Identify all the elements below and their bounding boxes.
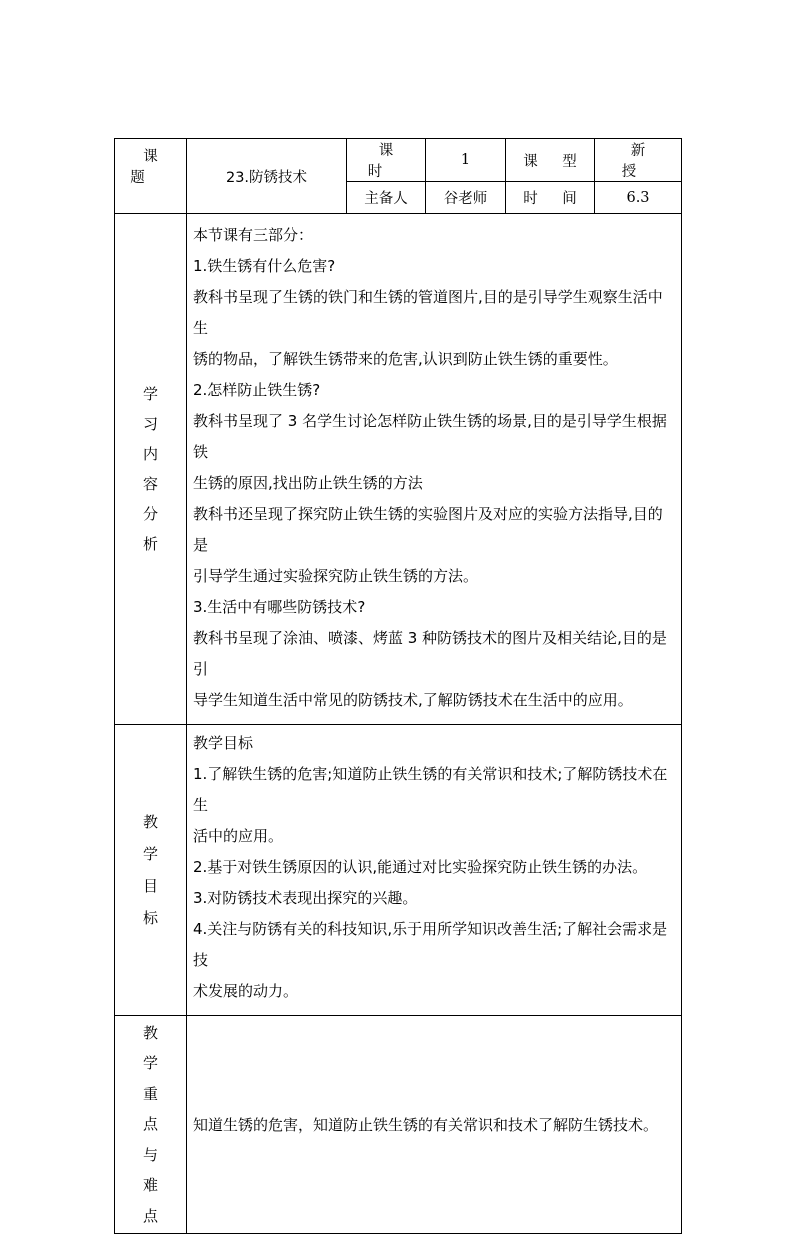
analysis-paragraph: 3.生活中有哪些防锈技术? bbox=[193, 598, 366, 616]
objectives-label-char: 标 bbox=[142, 909, 158, 927]
objectives-content bbox=[187, 725, 682, 1016]
focus-row bbox=[115, 1016, 682, 1234]
objectives-row bbox=[115, 725, 682, 1016]
analysis-paragraph: 本节课有三部分： bbox=[193, 226, 314, 244]
analysis-label-char: 容 bbox=[142, 475, 158, 493]
lesson-plan-table bbox=[114, 138, 682, 1234]
focus-label-char: 难 bbox=[142, 1176, 158, 1195]
focus-label-char: 点 bbox=[142, 1115, 158, 1134]
analysis-paragraph: 2.怎样防止铁生锈? bbox=[193, 381, 321, 399]
focus-content bbox=[187, 1016, 682, 1234]
preparer-label: 主备人 bbox=[364, 191, 408, 207]
analysis-paragraph: 导学生知道生活中常见的防锈技术,了解防锈技术在生活中的应用。 bbox=[193, 691, 633, 709]
analysis-label bbox=[115, 214, 187, 725]
preparer-label-cell bbox=[347, 182, 426, 214]
preparer-value-cell bbox=[426, 182, 506, 214]
type-label: 课 型 bbox=[523, 153, 587, 170]
objectives-paragraph: 1.了解铁生锈的危害;知道防止铁生锈的有关常识和技术;了解防锈技术在生 bbox=[193, 765, 668, 814]
analysis-label-char: 内 bbox=[142, 445, 158, 463]
objectives-label bbox=[115, 725, 187, 1016]
analysis-paragraph: 1.铁生锈有什么危害? bbox=[193, 257, 336, 275]
objectives-paragraph: 2.基于对铁生锈原因的认识,能通过对比实验探究防止铁生锈的办法。 bbox=[193, 858, 648, 876]
analysis-label-char: 学 bbox=[142, 385, 158, 403]
period-label-cell bbox=[347, 139, 426, 182]
preparer-value: 谷老师 bbox=[443, 191, 488, 207]
analysis-label-char: 分 bbox=[142, 505, 158, 523]
time-value-cell bbox=[595, 182, 682, 214]
analysis-label-char: 习 bbox=[142, 415, 158, 433]
subject-label-cell bbox=[115, 139, 187, 214]
objectives-paragraph: 活中的应用。 bbox=[193, 827, 284, 845]
period-value: 1 bbox=[460, 152, 471, 168]
analysis-paragraph: 教科书呈现了生锈的铁门和生锈的管道图片,目的是引导学生观察生活中生 bbox=[193, 288, 663, 337]
focus-text: 知道生锈的危害，知道防止铁生锈的有关常识和技术了解防生锈技术。 bbox=[193, 1116, 659, 1134]
period-label: 课 时 bbox=[367, 143, 416, 180]
analysis-paragraph: 生锈的原因,找出防止铁生锈的方法 bbox=[193, 474, 423, 492]
focus-label-char: 教 bbox=[142, 1023, 158, 1042]
focus-label-char: 点 bbox=[142, 1206, 158, 1225]
time-label: 时 间 bbox=[523, 191, 587, 207]
objectives-paragraph: 4.关注与防锈有关的科技知识,乐于用所学知识改善生活;了解社会需求是技 bbox=[193, 920, 668, 969]
objectives-label-char: 学 bbox=[142, 845, 158, 863]
lesson-title-cell bbox=[187, 139, 347, 214]
lesson-title: 23.防锈技术 bbox=[225, 169, 308, 186]
focus-label-char: 与 bbox=[142, 1145, 158, 1164]
analysis-paragraph: 教科书呈现了 3 名学生讨论怎样防止铁生锈的场景,目的是引导学生根据铁 bbox=[193, 412, 667, 461]
objectives-label-char: 教 bbox=[142, 813, 158, 831]
type-value-cell bbox=[595, 139, 682, 182]
analysis-paragraph: 教科书呈现了涂油、喷漆、烤蓝 3 种防锈技术的图片及相关结论,目的是引 bbox=[193, 629, 667, 678]
time-value: 6.3 bbox=[626, 189, 650, 206]
time-label-cell bbox=[506, 182, 595, 214]
focus-label bbox=[115, 1016, 187, 1234]
objectives-label-char: 目 bbox=[142, 877, 158, 895]
analysis-paragraph: 教科书还呈现了探究防止铁生锈的实验图片及对应的实验方法指导,目的是 bbox=[193, 505, 663, 554]
period-value-cell bbox=[426, 139, 506, 182]
analysis-label-char: 析 bbox=[142, 535, 158, 553]
focus-label-char: 学 bbox=[142, 1054, 158, 1073]
header-row-1 bbox=[115, 139, 682, 182]
analysis-content bbox=[187, 214, 682, 725]
objectives-paragraph: 教学目标 bbox=[193, 734, 254, 752]
type-value: 新 授 bbox=[621, 143, 664, 180]
analysis-paragraph: 引导学生通过实验探究防止铁生锈的方法。 bbox=[193, 567, 479, 585]
subject-label: 课 题 bbox=[130, 149, 184, 186]
objectives-paragraph: 3.对防锈技术表现出探究的兴趣。 bbox=[193, 889, 418, 907]
type-label-cell bbox=[506, 139, 595, 182]
focus-label-char: 重 bbox=[142, 1084, 158, 1103]
analysis-row bbox=[115, 214, 682, 725]
analysis-paragraph: 锈的物品，了解铁生锈带来的危害,认识到防止铁生锈的重要性。 bbox=[193, 350, 618, 368]
objectives-paragraph: 术发展的动力。 bbox=[193, 982, 299, 1000]
